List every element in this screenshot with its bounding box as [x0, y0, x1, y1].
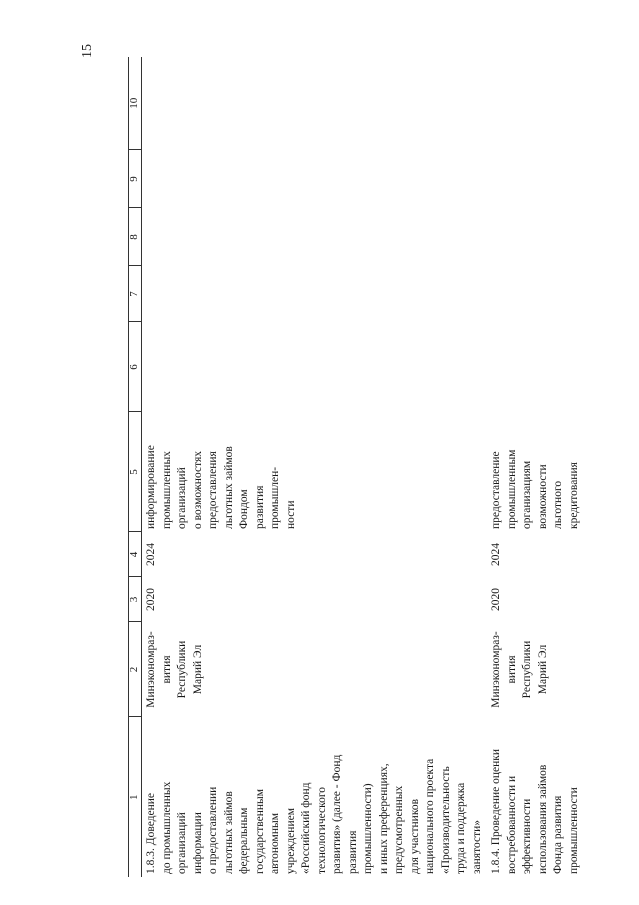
cell-text-line: Фонда развития [552, 795, 564, 874]
cell-text-line: информирование [145, 445, 157, 529]
column-header: 8 [128, 208, 142, 266]
cell-text-line: Республики [176, 640, 188, 699]
cell-text-line: промышленности) [362, 783, 374, 874]
cell-text-line: организаций [176, 812, 188, 874]
empty-cell [487, 266, 584, 322]
cell-text-line: льготного [552, 480, 564, 529]
cell-text-line: технологического [315, 786, 328, 874]
cell-text-line: федеральным [238, 807, 250, 874]
column-header: 6 [128, 322, 142, 412]
cell-text-line: предусмотренных [393, 785, 405, 874]
column-header: 9 [128, 150, 142, 208]
cell-text-line: промышлен- [269, 466, 281, 529]
cell-text-line: о возможностях [191, 450, 204, 529]
cell-text-line: организаций [176, 467, 188, 529]
page-number: 15 [80, 44, 95, 58]
column-header: 1 [128, 717, 142, 877]
cell-text-line: 1.8.4. Проведение оценки [490, 748, 502, 874]
cell-text-line: использования займов [536, 764, 549, 874]
cell-text-line: информации [191, 812, 204, 874]
cell-text-line: развития [253, 485, 266, 529]
empty-cell [142, 322, 488, 412]
empty-cell [487, 322, 584, 412]
table-header [128, 57, 142, 877]
result-cell [487, 412, 584, 532]
column-header: 4 [128, 532, 142, 577]
cell-text-line: Минэкономраз- [145, 631, 157, 708]
end-year-cell: 2024 [145, 543, 157, 566]
cell-text-line: развития» (далее - Фонд [331, 754, 343, 874]
cell-text-line: Минэкономраз- [490, 631, 502, 708]
cell-text-line: организациям [521, 460, 533, 529]
cell-text-line: 1.8.3. Доведение [145, 792, 157, 874]
measure-cell [487, 717, 584, 877]
cell-text-line: Марий Эл [191, 644, 204, 695]
measure-cell [142, 717, 488, 877]
plan-table [128, 57, 584, 877]
cell-text-line: льготных займов [222, 446, 235, 529]
empty-cell [142, 150, 488, 208]
column-header: 2 [128, 622, 142, 717]
cell-text-line: занятости» [470, 819, 483, 874]
cell-text-line: промышленным [505, 449, 518, 529]
cell-text-line: «Производительность [439, 766, 452, 874]
cell-text-line: до промышленных [160, 781, 173, 874]
start-year-cell: 2020 [145, 588, 157, 611]
column-header: 3 [128, 577, 142, 622]
result-cell [142, 412, 488, 532]
cell-text-line: «Российский фонд [300, 782, 312, 874]
column-header: 7 [128, 266, 142, 322]
cell-text-line: Марий Эл [536, 644, 549, 695]
cell-text-line: для участников [408, 798, 421, 874]
cell-text-line: труда и поддержка [455, 782, 467, 874]
table-row [142, 57, 488, 877]
table-row [487, 57, 584, 877]
executor-cell [142, 622, 488, 717]
cell-text-line: промышленности [567, 787, 580, 874]
empty-cell [142, 208, 488, 266]
cell-text-line: льготных займов [222, 791, 235, 874]
empty-cell [142, 57, 488, 150]
column-header: 5 [128, 412, 142, 532]
cell-text-line: ности [284, 500, 297, 529]
end-year-cell: 2024 [490, 543, 502, 566]
empty-cell [142, 266, 488, 322]
cell-text-line: востребованности и [505, 775, 518, 874]
table-top-border [128, 57, 129, 877]
cell-text-line: возможности [536, 464, 549, 529]
cell-text-line: предоставление [490, 451, 502, 529]
cell-text-line: эффективности [521, 798, 533, 874]
cell-text-line: о предоставлении [207, 786, 219, 874]
cell-text-line: промышленных [160, 451, 173, 529]
rotated-table-container [128, 57, 580, 877]
column-header: 10 [128, 57, 142, 150]
cell-text-line: национального проекта [424, 758, 436, 874]
cell-text-line: и иных преференциях, [377, 763, 390, 874]
executor-cell [487, 622, 584, 717]
cell-text-line: учреждением [284, 808, 297, 874]
cell-text-line: вития [160, 655, 173, 684]
cell-text-line: Республики [521, 640, 533, 699]
cell-text-line: государственным [253, 788, 266, 874]
cell-text-line: автономным [269, 813, 281, 874]
empty-cell [487, 150, 584, 208]
empty-cell [487, 208, 584, 266]
empty-cell [487, 57, 584, 150]
cell-text-line: кредитования [567, 462, 580, 529]
start-year-cell: 2020 [490, 588, 502, 611]
cell-text-line: развития [346, 830, 359, 874]
cell-text-line: вития [505, 655, 518, 684]
cell-text-line: Фондом [238, 489, 250, 529]
cell-text-line: предоставления [207, 451, 219, 529]
